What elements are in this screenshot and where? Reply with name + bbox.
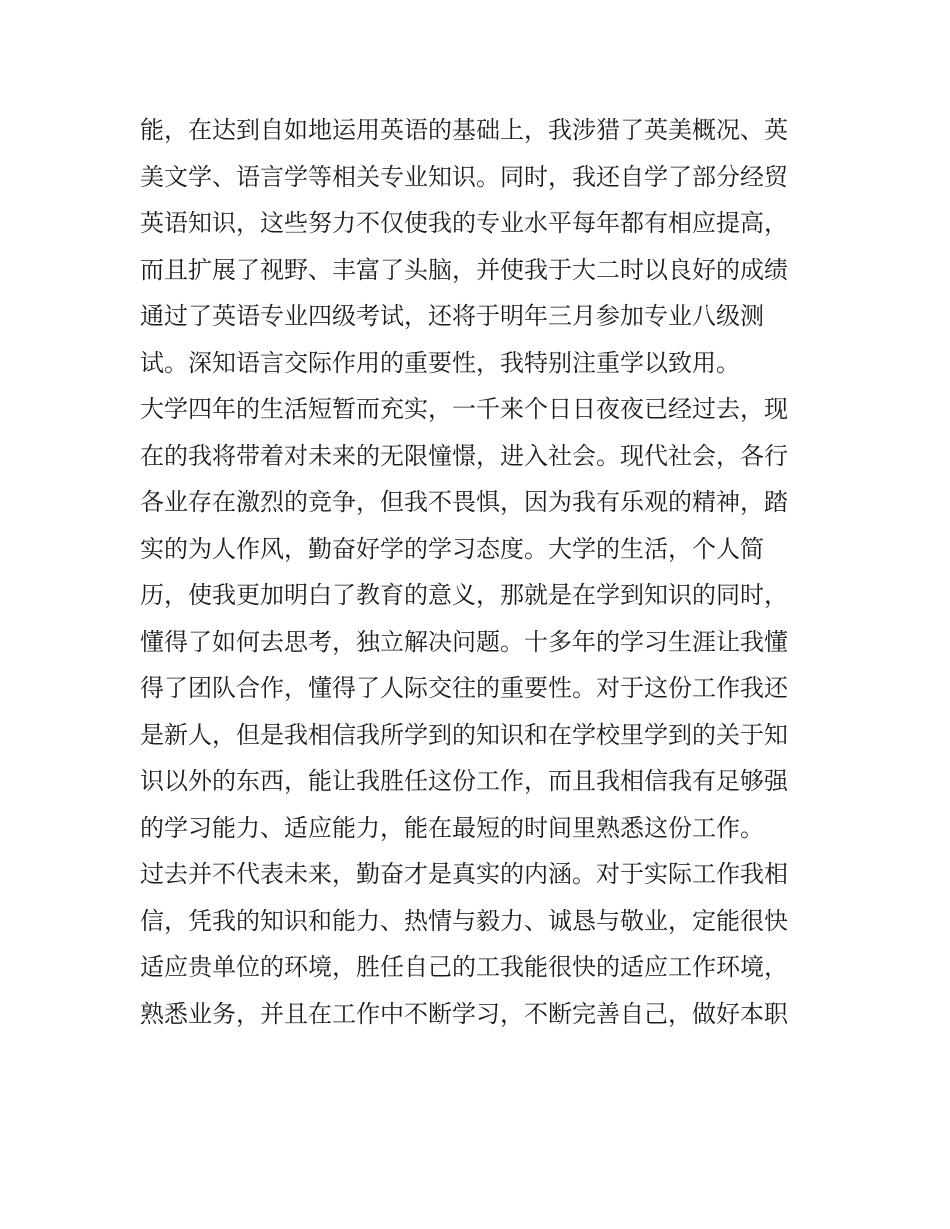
text-line: 得了团队合作，懂得了人际交往的重要性。对于这份工作我还	[140, 674, 788, 702]
text-line: 实的为人作风，勤奋好学的学习态度。大学的生活，个人简	[140, 534, 764, 563]
text-line: 能，在达到自如地运用英语的基础上，我涉猎了英美概况、英	[140, 116, 788, 144]
text-line: 是新人，但是我相信我所学到的知识和在学校里学到的关于知	[140, 720, 788, 749]
text-line: 英语知识，这些努力不仅使我的专业水平每年都有相应提高，	[140, 209, 788, 237]
text-line: 历，使我更加明白了教育的意义，那就是在学到知识的同时，	[140, 581, 788, 609]
text-line: 熟悉业务，并且在工作中不断学习，不断完善自己，做好本职	[140, 999, 788, 1028]
text-line: 在的我将带着对未来的无限憧憬，进入社会。现代社会，各行	[140, 441, 788, 470]
text-line: 大学四年的生活短暂而充实，一千来个日日夜夜已经过去，现	[140, 395, 788, 423]
body-text	[140, 107, 820, 1037]
text-line: 美文学、语言学等相关专业知识。同时，我还自学了部分经贸	[140, 162, 788, 191]
text-line: 懂得了如何去思考，独立解决问题。十多年的学习生涯让我懂	[140, 627, 788, 656]
text-line: 的学习能力、适应能力，能在最短的时间里熟悉这份工作。	[140, 813, 764, 842]
text-line: 识以外的东西，能让我胜任这份工作，而且我相信我有足够强	[140, 767, 788, 795]
text-line: 而且扩展了视野、丰富了头脑，并使我于大二时以良好的成绩	[140, 255, 788, 284]
text-line: 信，凭我的知识和能力、热情与毅力、诚恳与敬业，定能很快	[140, 906, 788, 935]
text-line: 试。深知语言交际作用的重要性，我特别注重学以致用。	[140, 348, 740, 377]
text-line: 适应贵单位的环境，胜任自己的工我能很快的适应工作环境，	[140, 953, 788, 981]
text-line: 各业存在激烈的竞争，但我不畏惧，因为我有乐观的精神，踏	[140, 488, 788, 516]
text-line: 通过了英语专业四级考试，还将于明年三月参加专业八级测	[140, 302, 764, 330]
text-line: 过去并不代表未来，勤奋才是真实的内涵。对于实际工作我相	[140, 860, 788, 888]
